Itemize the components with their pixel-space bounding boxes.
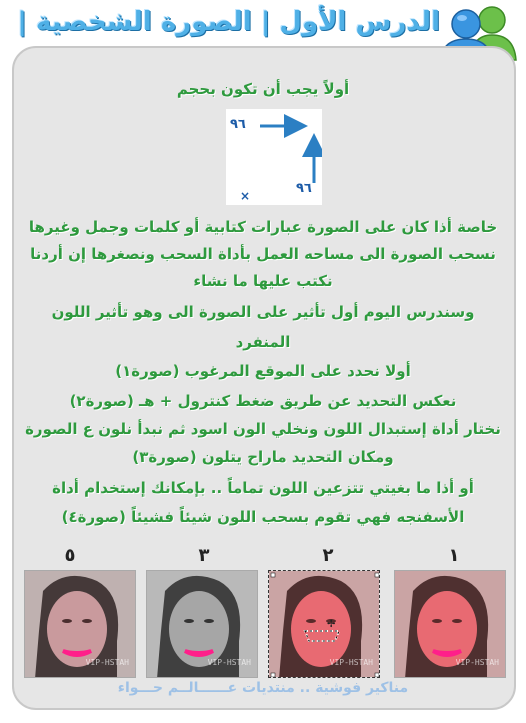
intro-line: أولاً يجب أن تكون بحجم xyxy=(176,80,350,98)
height-label: ٩٦ xyxy=(296,181,312,196)
paragraph-line: نختار أداة إستبدال اللون ونخلي الون اسود ثم نبدأ نلون ع الصورة xyxy=(25,420,501,438)
paragraph-line: أو أذا ما بغيتي تتزعين اللون تماماً .. بإمكانك إستخدام أداة xyxy=(52,479,474,497)
photo-1 xyxy=(394,570,506,678)
watermark: VIP-HSTAH xyxy=(329,658,373,667)
paragraph-line: الأسفنجه فهي تقوم بسحب اللون شيئاً فشيئاً (صورة٤) xyxy=(61,508,465,526)
watermark: VIP-HSTAH xyxy=(207,658,251,667)
photo-2-label: ٢ xyxy=(322,545,334,566)
paragraph-line: نعكس التحديد عن طريق ضغط كنترول + هـ (صورة٢) xyxy=(69,392,457,410)
photo-1-label: ١ xyxy=(448,545,460,566)
paragraph-line: نكتب عليها ما نشاء xyxy=(193,272,333,290)
paragraph-line: ومكان التحديد ماراح يتلون (صورة٣) xyxy=(132,448,394,466)
photo-5-label: ٥ xyxy=(64,545,76,566)
watermark: VIP-HSTAH xyxy=(85,658,129,667)
paragraph-line: أولا نحدد على الموقع المرغوب (صورة١) xyxy=(115,362,411,380)
width-label: ٩٦ xyxy=(230,117,246,132)
paragraph-line: وسندرس اليوم أول تأثير على الصورة الى وهو تأثير اللون xyxy=(51,303,475,321)
photo-3 xyxy=(146,570,258,678)
photo-5 xyxy=(24,570,136,678)
size-diagram xyxy=(226,109,322,205)
page-title: الدرس الأول | الصورة الشخصية | xyxy=(17,7,440,37)
header xyxy=(0,0,526,50)
times-sign: × xyxy=(240,189,251,203)
svg-text:✢: ✢ xyxy=(327,619,336,630)
paragraph-line: المنفرد xyxy=(235,333,291,351)
footer-credit: مناكير فوشية .. منتديات عــــــالــم حـــواء xyxy=(117,680,409,696)
photo-3-label: ٣ xyxy=(198,545,210,566)
watermark: VIP-HSTAH xyxy=(455,658,499,667)
paragraph-line: خاصة أذا كان على الصورة عبارات كتابية أو كلمات وجمل وغيرها xyxy=(28,218,498,236)
paragraph-line: نسحب الصورة الى مساحه العمل بأداة السحب ونصغرها إن أردنا xyxy=(30,245,496,263)
photo-2 xyxy=(268,570,380,678)
